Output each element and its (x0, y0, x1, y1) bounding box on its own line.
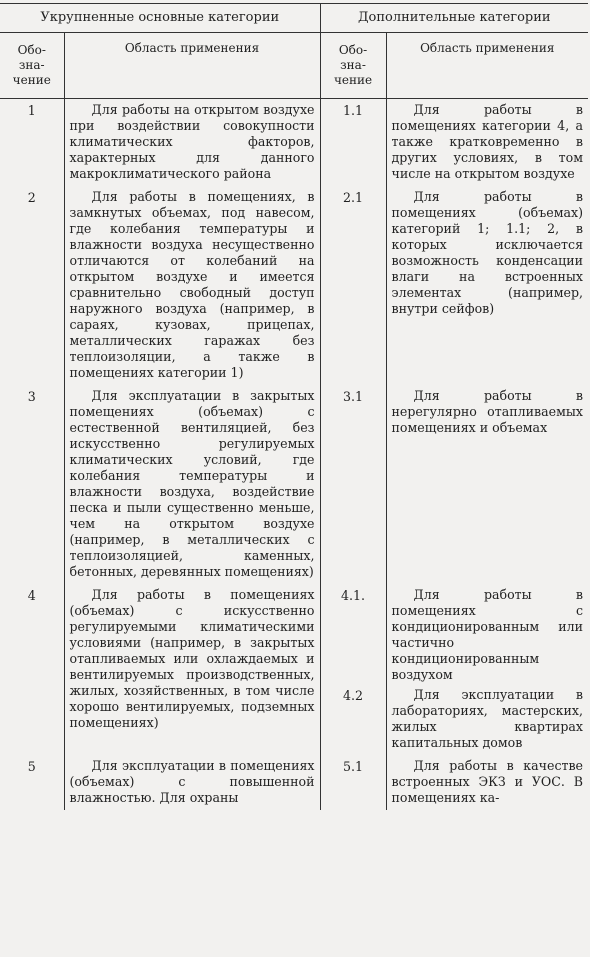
category-code: 5 (27, 759, 36, 774)
header-area-extra: Область применения (386, 33, 588, 99)
extra-category-description: Для эксплуатации в лабораториях, мастерских, жилых квартирах капитальных домов (391, 687, 584, 750)
table-row (0, 186, 588, 385)
category-description: Для эксплуатации в закрытых помещениях (объемах) с естественной вентиляцией, без искусственно регулируемых климатических условий, где колебания температуры и влажности воздуха, воздействие песка и пыли существенно меньше, чем на открытом воздухе (например, в металлических с теплоизоляцией, каменных, бетонных, деревянных помещениях) (64, 385, 320, 584)
category-description: Для эксплуатации в помещениях (объемах) с повышенной влажностью. Для охраны (64, 755, 320, 810)
header-code-extra: Обо- зна- чение (320, 33, 386, 99)
extra-category-description: Для работы в качестве встроенных ЭКЗ и УОС. В помещениях ка- (391, 758, 584, 805)
category-code: 3 (27, 389, 36, 404)
category-description: Для работы в помещениях (объемах) с искусственно регулируемыми климатическими условиями (например, в закрытых отапливаемых или охлаждаемых и вентилируемых производственных, жилых, хозяйственных, в том числе хорошо вентилируемых, подземных помещениях) (64, 584, 320, 755)
extra-category-descriptions (386, 186, 588, 385)
extra-category-description: Для работы в помещениях (объемах) категорий 1; 1.1; 2, в которых исключается возможность конденсации влаги на встроенных элементах (например, внутри сейфов) (391, 189, 584, 316)
extra-category-codes (320, 584, 386, 755)
header-area-main: Область применения (64, 33, 320, 99)
extra-category-descriptions (386, 755, 588, 810)
extra-category-code: 2.1 (343, 190, 364, 205)
extra-category-code: 1.1 (343, 103, 364, 118)
category-description: Для работы на открытом воздухе при воздействии совокупности климатических факторов, характерных для данного макроклиматического района (64, 99, 320, 187)
header-code-main: Обо- зна- чение (0, 33, 64, 99)
extra-category-descriptions (386, 99, 588, 187)
extra-category-description: Для работы в нерегулярно отапливаемых помещениях и объемах (391, 388, 584, 435)
header-extra-categories: Дополнительные категории (320, 4, 588, 33)
extra-category-codes (320, 186, 386, 385)
header-main-categories: Укрупненные основные категории (0, 4, 320, 33)
extra-category-code: 3.1 (343, 389, 364, 404)
extra-category-description: Для работы в помещениях категории 4, а также кратковременно в других условиях, в том числе на открытом воздухе (391, 102, 584, 181)
extra-category-codes (320, 99, 386, 187)
extra-category-code: 4.1. (340, 588, 366, 603)
category-code: 4 (27, 588, 36, 603)
table-row (0, 385, 588, 584)
category-code: 1 (27, 103, 36, 118)
climate-categories-table (0, 3, 588, 810)
extra-category-descriptions (386, 385, 588, 584)
table-row (0, 755, 588, 810)
extra-category-code: 5.1 (343, 759, 364, 774)
extra-category-codes (320, 755, 386, 810)
table-body (0, 99, 588, 811)
category-code: 2 (27, 190, 36, 205)
extra-category-code: 4.2 (343, 688, 364, 703)
extra-category-description: Для работы в помещениях с кондиционированным или частично кондиционированным воздухом (391, 587, 584, 682)
extra-category-descriptions (386, 584, 588, 755)
table-row (0, 99, 588, 187)
category-description: Для работы в помещениях, в замкнутых объемах, под навесом, где колебания температуры и влажности воздуха несущественно отличаются от колебаний на открытом воздухе и имеется сравнительно свободный доступ наружного воздуха (например, в сараях, кузовах, прицепах, металлических гаражах без теплоизоляции, а также в помещениях категории 1) (64, 186, 320, 385)
extra-category-codes (320, 385, 386, 584)
table-row (0, 584, 588, 755)
